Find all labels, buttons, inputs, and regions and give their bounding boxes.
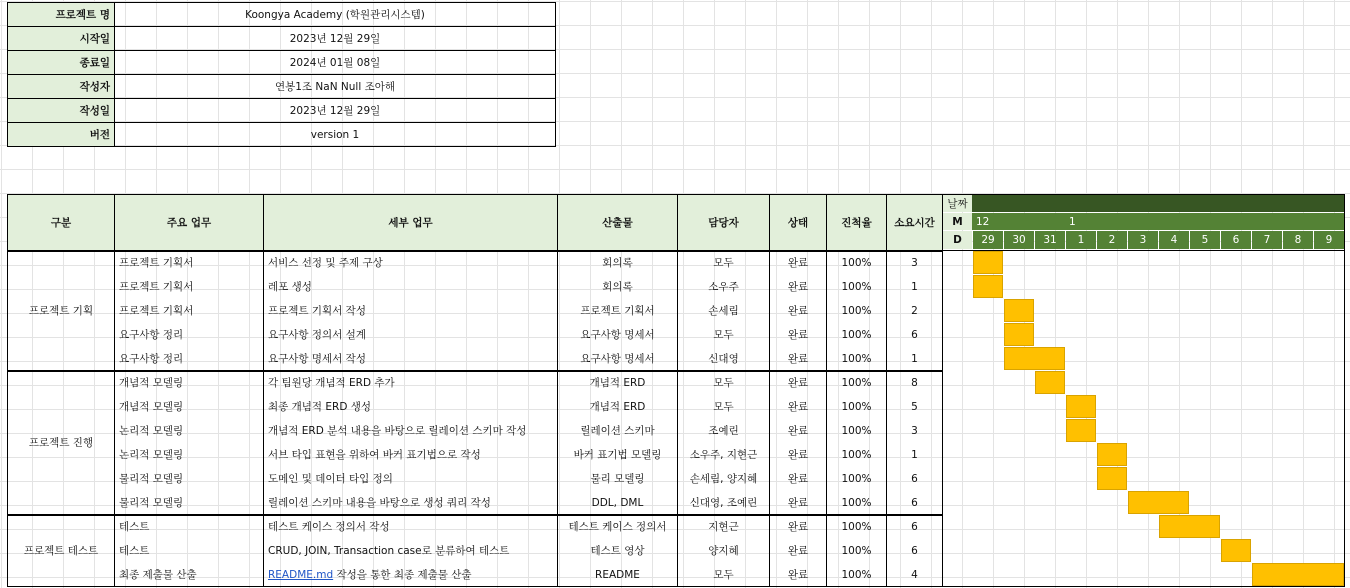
- task-status: 완료: [787, 473, 809, 485]
- task-status: 완료: [787, 521, 809, 533]
- task-assignee: 지현근: [708, 521, 739, 533]
- task-assignee: 모두: [713, 377, 734, 389]
- table-col-line: [886, 194, 887, 586]
- task-progress: 100%: [841, 304, 872, 317]
- task-detail: CRUD, JOIN, Transaction case로 분류하여 테스트: [268, 545, 510, 557]
- info-col-line: [114, 2, 115, 146]
- task-hours: 5: [911, 400, 918, 413]
- task-hours: 1: [911, 448, 918, 461]
- header-bottom-line: [7, 251, 942, 252]
- task-main: 논리적 모델링: [119, 449, 184, 461]
- info-row-line: [7, 122, 556, 123]
- gantt-bar: [1035, 371, 1065, 394]
- day-cell: 30: [1004, 231, 1034, 249]
- day-cell: 29: [973, 231, 1003, 249]
- task-hours: 4: [911, 568, 918, 581]
- table-col-line: [769, 194, 770, 586]
- task-status: 완료: [787, 353, 809, 365]
- header-deliverable: 산출물: [558, 195, 677, 250]
- task-status: 완료: [787, 425, 809, 437]
- task-assignee: 신대영: [708, 353, 739, 365]
- task-assignee: 신대영, 조예린: [689, 497, 758, 509]
- task-main: 최종 제출물 산출: [119, 569, 197, 581]
- table-col-line: [557, 194, 558, 586]
- task-progress: 100%: [841, 472, 872, 485]
- task-deliverable: DDL, DML: [591, 496, 644, 509]
- day-cell: 1: [1066, 231, 1096, 249]
- header-detail-task: 세부 업무: [264, 195, 557, 250]
- task-assignee: 소우주: [708, 281, 739, 293]
- gantt-bar: [1221, 539, 1251, 562]
- task-assignee: 양지혜: [708, 545, 739, 557]
- gantt-bar: [1097, 467, 1127, 490]
- task-deliverable: 테스트 케이스 정의서: [568, 521, 667, 533]
- header-assignee: 담당자: [678, 195, 769, 250]
- task-main: 프로젝트 기획서: [119, 257, 194, 269]
- task-hours: 6: [911, 544, 918, 557]
- info-value: 연봉1조 NaN Null 조아해: [274, 81, 396, 93]
- task-progress: 100%: [841, 520, 872, 533]
- task-progress: 100%: [841, 280, 872, 293]
- task-detail: 최종 개념적 ERD 생성: [268, 401, 372, 413]
- task-hours: 3: [911, 256, 918, 269]
- info-value: 2023년 12월 29일: [289, 33, 381, 45]
- date-band: [972, 195, 1344, 212]
- task-assignee: 모두: [713, 569, 734, 581]
- task-deliverable: 요구사항 명세서: [580, 329, 655, 341]
- task-main: 물리적 모델링: [119, 497, 184, 509]
- task-assignee: 모두: [713, 257, 734, 269]
- info-label: 시작일: [8, 27, 114, 50]
- task-progress: 100%: [841, 352, 872, 365]
- header-category: 구분: [8, 195, 114, 250]
- header-date-label: 날짜: [943, 195, 972, 212]
- task-main: 테스트: [119, 521, 150, 533]
- task-deliverable: 개념적 ERD: [589, 377, 646, 389]
- table-right-line: [1344, 194, 1345, 586]
- info-label: 프로젝트 명: [8, 3, 114, 26]
- task-detail: 각 팀원당 개념적 ERD 추가: [268, 377, 395, 389]
- task-hours: 6: [911, 496, 918, 509]
- task-assignee: 조예린: [708, 425, 739, 437]
- task-status: 완료: [787, 305, 809, 317]
- day-cell: 9: [1314, 231, 1344, 249]
- task-deliverable: 개념적 ERD: [589, 401, 646, 413]
- day-cell: 3: [1128, 231, 1158, 249]
- task-hours: 8: [911, 376, 918, 389]
- task-status: 완료: [787, 401, 809, 413]
- task-deliverable: 프로젝트 기획서: [580, 305, 655, 317]
- task-status: 완료: [787, 545, 809, 557]
- task-status: 완료: [787, 569, 809, 581]
- group-label: 프로젝트 테스트: [23, 545, 99, 557]
- gantt-bar: [1004, 323, 1034, 346]
- task-progress: 100%: [841, 400, 872, 413]
- task-hours: 6: [911, 328, 918, 341]
- table-col-line: [263, 194, 264, 586]
- task-progress: 100%: [841, 496, 872, 509]
- task-progress: 100%: [841, 328, 872, 341]
- task-hours: 2: [911, 304, 918, 317]
- task-detail: 요구사항 정의서 설계: [268, 329, 366, 341]
- task-assignee: 손세림: [708, 305, 739, 317]
- task-deliverable: 릴레이션 스키마: [580, 425, 655, 437]
- task-main: 개념적 모델링: [119, 377, 184, 389]
- task-assignee: 소우주, 지현근: [689, 449, 758, 461]
- task-main: 물리적 모델링: [119, 473, 184, 485]
- info-label: 버전: [8, 123, 114, 146]
- day-cell: 7: [1252, 231, 1282, 249]
- gantt-bar: [1004, 299, 1034, 322]
- info-label: 작성자: [8, 75, 114, 98]
- task-deliverable: 요구사항 명세서: [580, 353, 655, 365]
- info-row-line: [7, 98, 556, 99]
- table-col-line: [942, 194, 943, 586]
- task-detail: 레포 생성: [268, 281, 312, 293]
- info-value: 2024년 01월 08일: [289, 57, 381, 69]
- gantt-bar: [973, 275, 1003, 298]
- task-detail: 테스트 케이스 정의서 작성: [268, 521, 390, 533]
- task-detail: 서브 타입 표현을 위하여 바커 표기법으로 작성: [268, 449, 481, 461]
- task-assignee: 손세림, 양지혜: [689, 473, 758, 485]
- task-hours: 6: [911, 520, 918, 533]
- gantt-bar: [973, 251, 1003, 274]
- day-cell: 2: [1097, 231, 1127, 249]
- group-separator: [7, 371, 943, 372]
- task-main: 요구사항 정리: [119, 329, 184, 341]
- task-deliverable: 바커 표기법 모델링: [573, 449, 662, 461]
- task-main: 프로젝트 기획서: [119, 305, 194, 317]
- gantt-bar: [1004, 347, 1065, 370]
- task-detail: 서비스 선정 및 주제 구상: [268, 257, 383, 269]
- task-detail: 릴레이션 스키마 내용을 바탕으로 생성 쿼리 작성: [268, 497, 491, 509]
- task-deliverable: 회의록: [602, 257, 633, 269]
- info-row-line: [7, 146, 556, 147]
- header-top-line: [7, 194, 1345, 195]
- task-progress: 100%: [841, 544, 872, 557]
- task-status: 완료: [787, 329, 809, 341]
- task-main: 프로젝트 기획서: [119, 281, 194, 293]
- task-status: 완료: [787, 377, 809, 389]
- info-row-line: [7, 74, 556, 75]
- task-main: 테스트: [119, 545, 150, 557]
- table-bottom-line: [7, 586, 1345, 587]
- task-progress: 100%: [841, 376, 872, 389]
- info-value: 2023년 12월 29일: [289, 105, 381, 117]
- task-main: 논리적 모델링: [119, 425, 184, 437]
- task-detail: 개념적 ERD 분석 내용을 바탕으로 릴레이션 스키마 작성: [268, 425, 527, 437]
- task-detail-text: 작성을 통한 최종 제출물 산출: [333, 569, 472, 581]
- task-detail: 도메인 및 데이터 타입 정의: [268, 473, 393, 485]
- info-row-line: [7, 50, 556, 51]
- task-status: 완료: [787, 497, 809, 509]
- header-month-label: M: [943, 213, 972, 230]
- info-label: 종료일: [8, 51, 114, 74]
- gantt-bar: [1128, 491, 1189, 514]
- task-status: 완료: [787, 257, 809, 269]
- task-status: 완료: [787, 281, 809, 293]
- gantt-bar: [1252, 563, 1344, 586]
- table-col-line: [826, 194, 827, 586]
- group-separator: [7, 515, 943, 516]
- day-cell: 4: [1159, 231, 1189, 249]
- task-deliverable: 물리 모델링: [590, 473, 645, 485]
- header-hours: 소요시간: [887, 195, 942, 250]
- gantt-bar: [1097, 443, 1127, 466]
- task-detail: 프로젝트 기획서 작성: [268, 305, 366, 317]
- header-day-label: D: [943, 231, 972, 249]
- table-col-line: [7, 194, 8, 586]
- task-main: 개념적 모델링: [119, 401, 184, 413]
- day-cell: 6: [1221, 231, 1251, 249]
- task-progress: 100%: [841, 256, 872, 269]
- task-deliverable: 테스트 영상: [590, 545, 645, 557]
- gantt-bar: [1066, 395, 1096, 418]
- table-col-line: [114, 194, 115, 586]
- task-progress: 100%: [841, 568, 872, 581]
- gantt-bar: [1159, 515, 1220, 538]
- day-cell: 8: [1283, 231, 1313, 249]
- task-assignee: 모두: [713, 329, 734, 341]
- task-deliverable: 회의록: [602, 281, 633, 293]
- info-value: Koongya Academy (학원관리시스템): [245, 9, 425, 21]
- gantt-bar: [1066, 419, 1096, 442]
- month-dec: 12: [972, 213, 1065, 230]
- group-label: 프로젝트 기획: [28, 305, 94, 317]
- day-cell: 31: [1035, 231, 1065, 249]
- header-status: 상태: [770, 195, 826, 250]
- task-progress: 100%: [841, 424, 872, 437]
- task-main: 요구사항 정리: [119, 353, 184, 365]
- task-progress: 100%: [841, 448, 872, 461]
- readme-link[interactable]: README.md: [268, 568, 334, 581]
- task-detail: 요구사항 명세서 작성: [268, 353, 366, 365]
- group-label: 프로젝트 진행: [28, 437, 94, 449]
- info-label: 작성일: [8, 99, 114, 122]
- info-col-line: [555, 2, 556, 146]
- task-hours: 1: [911, 352, 918, 365]
- day-cell: 5: [1190, 231, 1220, 249]
- info-row-line: [7, 2, 556, 3]
- task-detail: [264, 563, 557, 586]
- info-row-line: [7, 26, 556, 27]
- task-status: 완료: [787, 449, 809, 461]
- task-deliverable: README: [595, 568, 640, 581]
- info-value: version 1: [310, 128, 360, 141]
- header-progress: 진척율: [827, 195, 886, 250]
- task-hours: 3: [911, 424, 918, 437]
- task-hours: 1: [911, 280, 918, 293]
- month-jan: 1: [1065, 213, 1344, 230]
- info-col-line: [7, 2, 8, 146]
- header-main-task: 주요 업무: [115, 195, 263, 250]
- task-hours: 6: [911, 472, 918, 485]
- task-assignee: 모두: [713, 401, 734, 413]
- table-col-line: [677, 194, 678, 586]
